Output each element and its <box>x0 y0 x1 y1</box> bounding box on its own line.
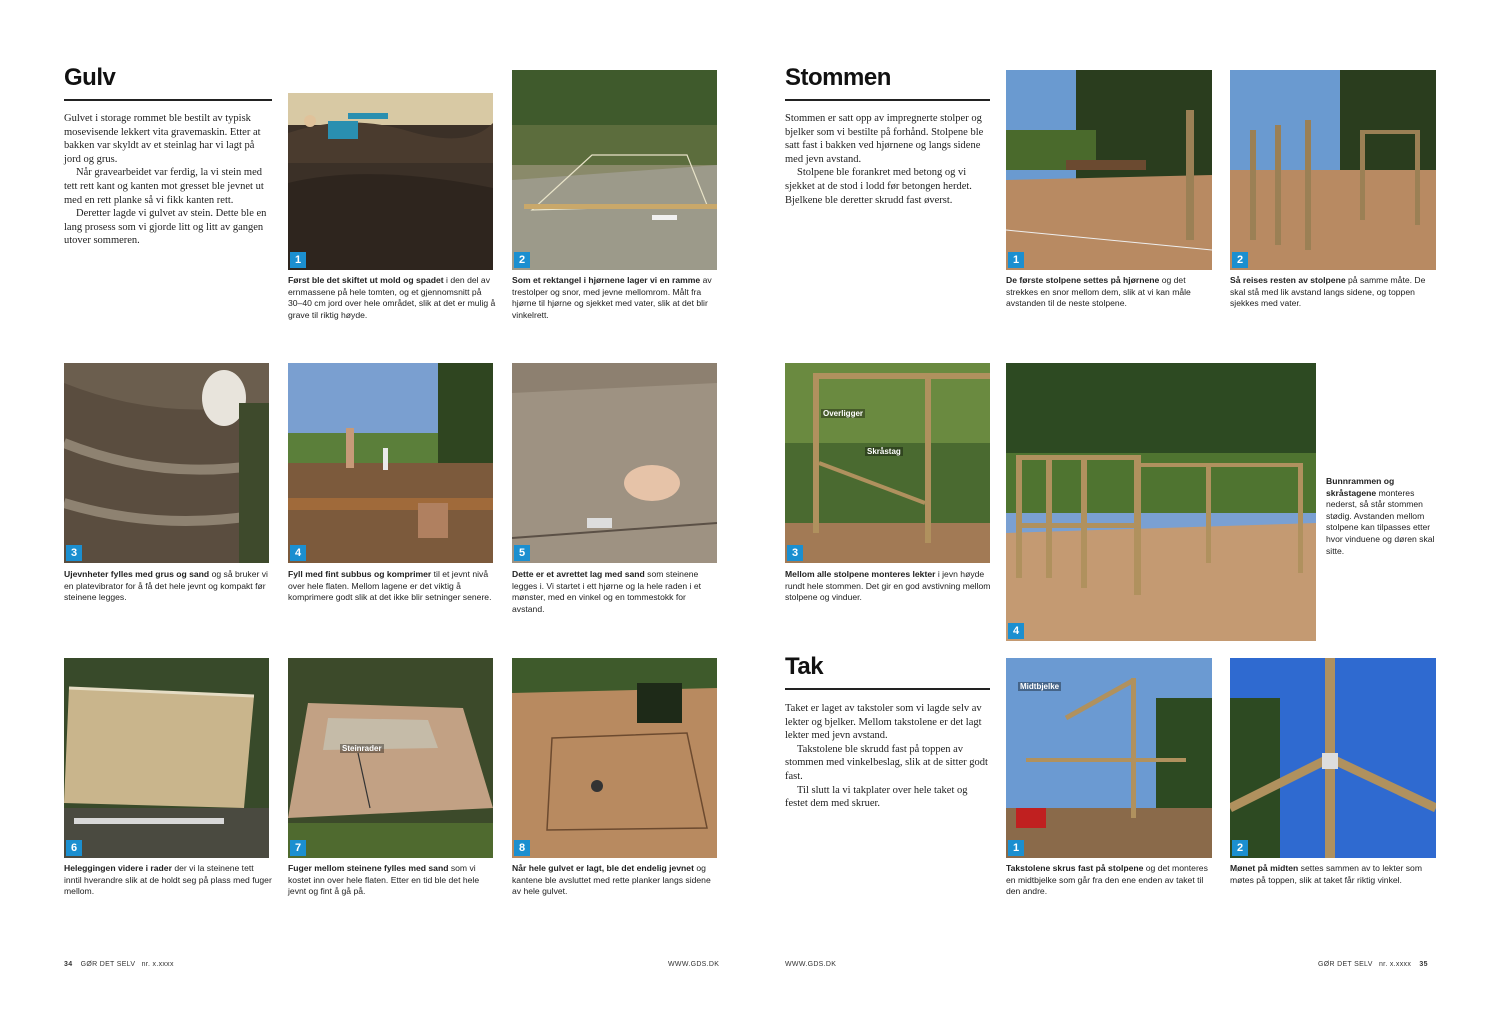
paragraph: Takstolene ble skrudd fast på toppen av stommen med vinkelbeslag, slik at de sitter godt fast. <box>785 743 988 782</box>
caption-bold: Mellom alle stolpene monteres lekter <box>785 569 936 579</box>
photo-more-posts <box>1230 70 1436 270</box>
page-number: 34 <box>64 961 73 968</box>
caption-text: i den del av ernmassene på hele tomten, og et gjennomsnitt på 30–40 cm jord over hele området, slik at det er mulig å grave til riktig høyde. <box>288 275 496 320</box>
caption-photo-8 <box>512 863 720 898</box>
footer-website: WWW.GDS.DK <box>785 961 837 968</box>
section-heading-floor: Gulv <box>64 64 116 91</box>
photo-number-badge: 5 <box>514 545 530 561</box>
photo-finished-floor <box>512 658 717 858</box>
paragraph: Taket er laget av takstoler som vi lagde selv av lekter og bjelker. Mellom takstolene er det lagt lekter med jevn avstand. <box>785 703 982 742</box>
caption-bold: Heleggingen videre i rader <box>64 863 172 873</box>
photo-roof-trusses <box>1006 658 1212 858</box>
photo-leveled-base <box>64 658 269 858</box>
photo-brick-partial <box>288 658 493 858</box>
caption-photo-3 <box>64 569 272 604</box>
photo-roof-ridge <box>1230 658 1436 858</box>
paragraph: Gulvet i storage rommet ble bestilt av typisk mosevisende lekkert vita gravemaskin. Etter at bakken var skyldt av et steinlag har vi lagt på jord og grus. <box>64 113 261 165</box>
footer-website: WWW.GDS.DK <box>668 961 720 968</box>
floor-body-text <box>64 112 272 248</box>
photo-site-worker <box>288 363 493 563</box>
caption-text: til et jevnt nivå over hele flaten. Mellom lagene er det viktig å komprimere godt slik at det ikke blir setninger senere. <box>288 569 492 603</box>
photo-number-badge: 6 <box>66 840 82 856</box>
frame-body-text <box>785 112 990 207</box>
paragraph: Deretter lagde vi gulvet av stein. Dette ble en lang prosess som vi gjorde litt og litt av gangen utover sommeren. <box>64 208 267 247</box>
heading-rule <box>785 99 990 101</box>
paragraph: Når gravearbeidet var ferdig, la vi stein med tett rett kant og kanten mot gresset ble jevnet ut med en rett planke så vi fikk kanten rett. <box>64 167 264 206</box>
caption-text: monteres nederst, så står stommen stødig. Avstanden mellom stolpene kan tilpasses etter hvor vinduene og døren skal sitte. <box>1326 487 1435 556</box>
photo-label: Skråstag <box>867 447 901 456</box>
photo-label: Steinrader <box>342 744 382 753</box>
photo-number-badge: 2 <box>514 252 530 268</box>
caption-bold: De første stolpene settes på hjørnene <box>1006 275 1160 285</box>
photo-number-badge: 7 <box>290 840 306 856</box>
section-heading-roof: Tak <box>785 653 824 680</box>
photo-sand-layer <box>512 363 717 563</box>
caption-roof-photo-2 <box>1230 863 1438 886</box>
caption-text: og kantene ble avsluttet med rette planker langs sidene av hele gulvet. <box>512 863 711 897</box>
caption-text: som steinene legges i. Vi startet i ett hjørne og la hele raden i et mønster, med en vinkel og en tommestokk for avstand. <box>512 569 702 614</box>
caption-photo-1 <box>288 275 496 321</box>
caption-text: på samme måte. De skal stå med lik avstand langs sidene, og toppen sjekkes med vater. <box>1230 275 1426 309</box>
caption-photo-5 <box>512 569 720 615</box>
caption-bold: Ujevnheter fylles med grus og sand <box>64 569 210 579</box>
caption-bold: Takstolene skrus fast på stolpene <box>1006 863 1144 873</box>
photo-number-badge: 2 <box>1232 840 1248 856</box>
photo-number-badge: 1 <box>290 252 306 268</box>
caption-roof-photo-1 <box>1006 863 1214 898</box>
caption-photo-6 <box>64 863 272 898</box>
caption-bold: Fyll med fint subbus og komprimer <box>288 569 432 579</box>
paragraph: Til slutt la vi takplater over hele taket og festet dem med skruer. <box>785 784 968 810</box>
caption-text: og det monteres en midtbjelke som går fra den ene enden av taket til den andre. <box>1006 863 1208 897</box>
photo-number-badge: 3 <box>787 545 803 561</box>
caption-bold: Når hele gulvet er lagt, ble det endelig jevnet <box>512 863 694 873</box>
roof-body-text <box>785 702 990 811</box>
caption-bold: Mønet på midten <box>1230 863 1299 873</box>
caption-text: som vi kostet inn over hele flaten. Etter en tid ble det hele jevnt og fint å gå på. <box>288 863 480 897</box>
caption-photo-7 <box>288 863 496 898</box>
photo-number-badge: 4 <box>290 545 306 561</box>
caption-text: settes sammen av to lekter som møtes på toppen, slik at taket får riktig vinkel. <box>1230 863 1422 885</box>
photo-complete-frame <box>1006 363 1316 641</box>
photo-label: Midtbjelke <box>1020 682 1060 691</box>
footer-left <box>64 961 174 968</box>
photo-number-badge: 8 <box>514 840 530 856</box>
magazine-name: GØR DET SELV <box>80 961 136 968</box>
paragraph: Stolpene ble forankret med betong og vi sjekket at de stod i lodd før betongen herdet. Bjelkene ble deretter skrudd fast øverst. <box>785 167 972 206</box>
paragraph: Stommen er satt opp av impregnerte stolper og bjelker som vi bestilte på forhånd. Stolpene ble satt fast i bakken ved hjørnene og langs sidene med jevn avstand. <box>785 113 984 165</box>
issue-number: nr. x.xxxx <box>141 961 174 968</box>
photo-gravel <box>64 363 269 563</box>
photo-number-badge: 4 <box>1008 623 1024 639</box>
photo-excavation <box>288 93 493 270</box>
heading-rule <box>64 99 272 101</box>
photo-number-badge: 2 <box>1232 252 1248 268</box>
caption-bold: Bunnrammen og skråstagene <box>1326 476 1395 498</box>
caption-text: og det strekkes en snor mellom dem, slik at vi kan måle avstanden til de neste stolpene. <box>1006 275 1191 309</box>
photo-number-badge: 3 <box>66 545 82 561</box>
caption-photo-4 <box>288 569 496 604</box>
caption-frame-photo-3 <box>785 569 993 604</box>
caption-frame-photo-2 <box>1230 275 1438 310</box>
caption-bold: Fuger mellom steinene fylles med sand <box>288 863 449 873</box>
caption-bold: Så reises resten av stolpene <box>1230 275 1346 285</box>
caption-text: i jevn høyde rundt hele stommen. Det gir en god avstivning mellom stolpene og vinduer. <box>785 569 991 603</box>
caption-bold: Som et rektangel i hjørnene lager vi en ramme <box>512 275 701 285</box>
photo-label: Overligger <box>823 409 864 418</box>
caption-frame-photo-1 <box>1006 275 1214 310</box>
photo-number-badge: 1 <box>1008 840 1024 856</box>
photo-string-frame <box>512 70 717 270</box>
caption-text: der vi la steinene tett inntil hverandre slik at de holdt seg på plass med fuger mellom. <box>64 863 272 897</box>
caption-text: og så bruker vi en platevibrator for å få det hele jevnt og kompakt før steinene legges. <box>64 569 268 603</box>
caption-bold: Dette er et avrettet lag med sand <box>512 569 645 579</box>
caption-photo-2 <box>512 275 720 321</box>
caption-text: av trestolper og snor, med jevne mellomrom. Målt fra hjørne til hjørne og sjekket med vater, slik at det blir vinkelrett. <box>512 275 712 320</box>
section-heading-frame: Stommen <box>785 64 891 91</box>
side-caption <box>1326 476 1436 557</box>
footer-right <box>1318 961 1428 968</box>
magazine-name: GØR DET SELV <box>1318 961 1373 968</box>
photo-first-posts <box>1006 70 1212 270</box>
caption-bold: Først ble det skiftet ut mold og spadet <box>288 275 444 285</box>
page-number: 35 <box>1419 961 1428 968</box>
issue-number: nr. x.xxxx <box>1378 961 1412 968</box>
photo-number-badge: 1 <box>1008 252 1024 268</box>
heading-rule <box>785 688 990 690</box>
photo-frame-battens <box>785 363 990 563</box>
